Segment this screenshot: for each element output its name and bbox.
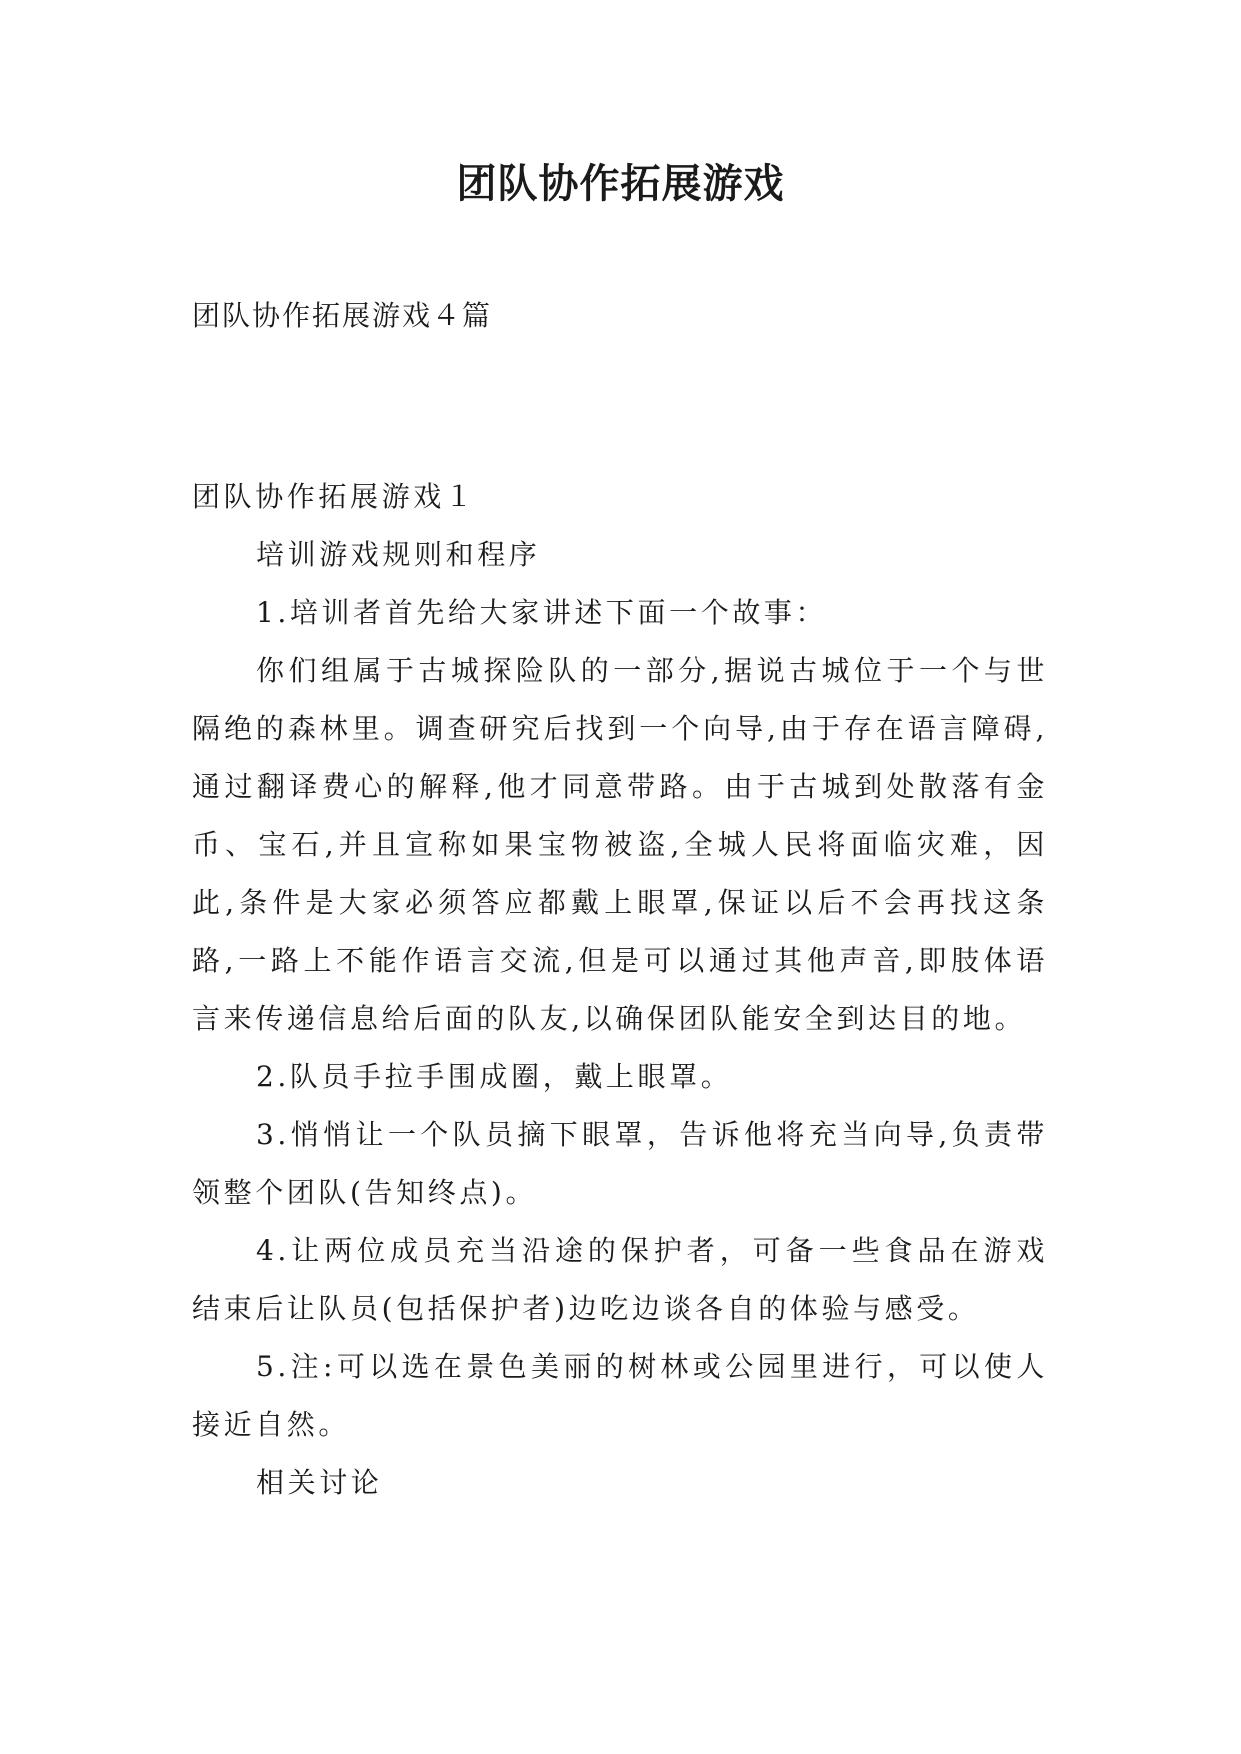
section-heading: 团队协作拓展游戏１ bbox=[192, 480, 477, 513]
paragraph: 3.悄悄让一个队员摘下眼罩，告诉他将充当向导,负责带领整个团队(告知终点)。 bbox=[192, 1118, 1048, 1209]
paragraph: 5.注:可以选在景色美丽的树林或公园里进行，可以使人接近自然。 bbox=[192, 1350, 1048, 1441]
paragraph: 1.培训者首先给大家讲述下面一个故事： bbox=[256, 596, 828, 629]
paragraph: 4.让两位成员充当沿途的保护者，可备一些食品在游戏结束后让队员(包括保护者)边吃边谈各自的体验与感受。 bbox=[192, 1234, 1048, 1325]
paragraph: 相关讨论 bbox=[256, 1466, 383, 1499]
document-body bbox=[192, 468, 1048, 1512]
paragraph: 2.队员手拉手围成圈，戴上眼罩。 bbox=[256, 1060, 733, 1093]
paragraph: 培训游戏规则和程序 bbox=[256, 538, 541, 571]
document-title: 团队协作拓展游戏 bbox=[456, 161, 785, 207]
paragraph: 你们组属于古城探险队的一部分,据说古城位于一个与世隔绝的森林里。调查研究后找到一个向导,由于存在语言障碍,通过翻译费心的解释,他才同意带路。由于古城到处散落有金币、宝石,并且宣称如果宝物被盗,全城人民将面临灾难，因此,条件是大家必须答应都戴上眼罩,保证以后不会再找这条路,一路上不能作语言交流,但是可以通过其他声音,即肢体语言来传递信息给后面的队友,以确保团队能安全到达目的地。 bbox=[192, 654, 1048, 1035]
document-subtitle: 团队协作拓展游戏４篇 bbox=[192, 299, 493, 332]
